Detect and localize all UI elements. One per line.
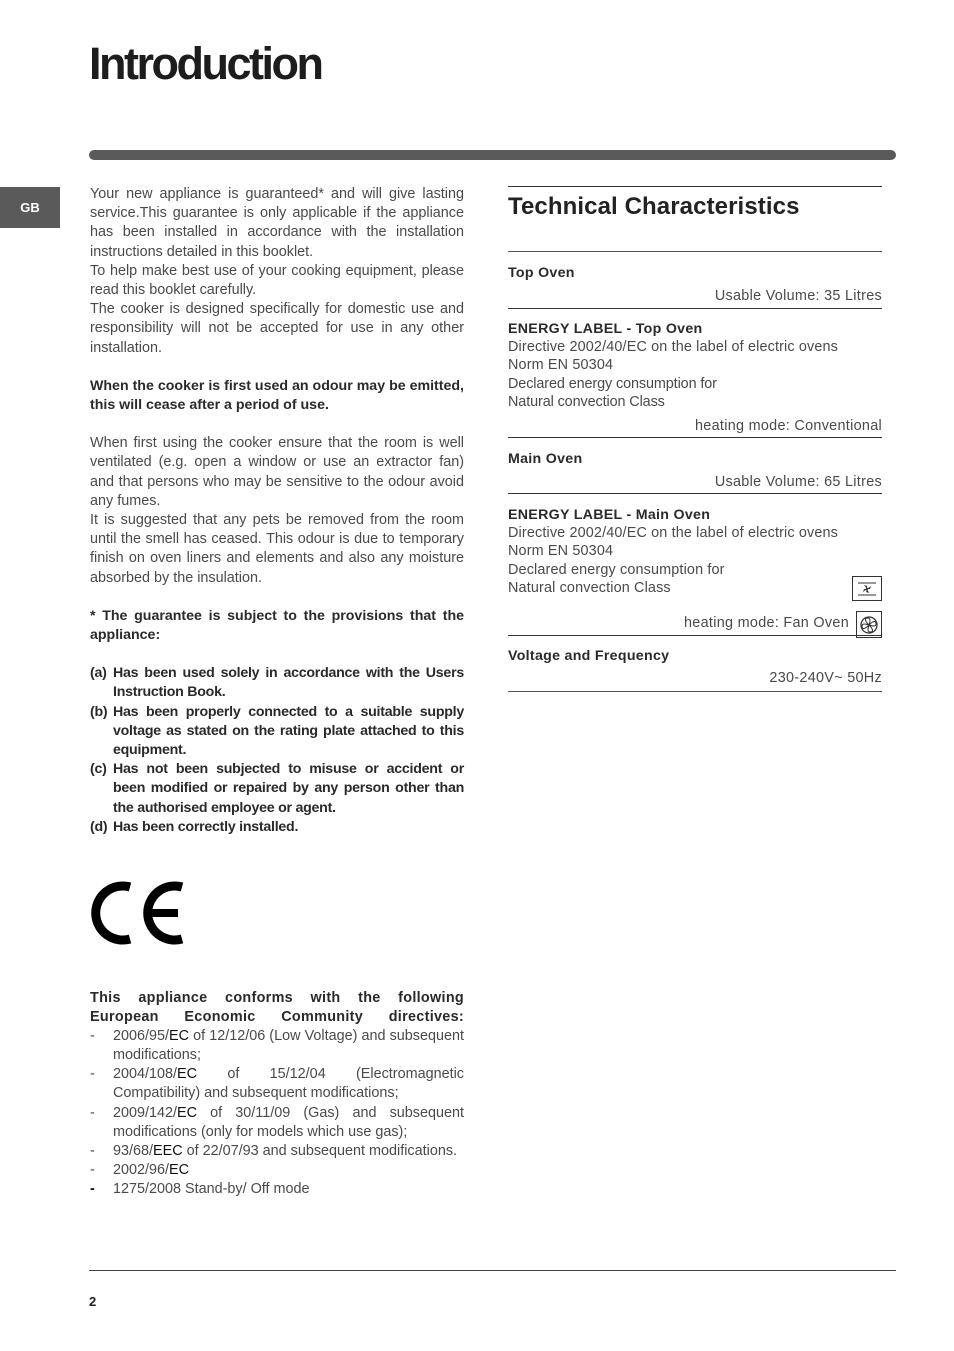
list-item: [90, 1027, 464, 1065]
directive-text: [113, 1027, 464, 1065]
directive-code: 2002/96/: [113, 1161, 170, 1178]
main-oven-energy-label: [508, 494, 882, 638]
fan-assisted-icon: [852, 576, 882, 601]
directive-suffix: EC: [177, 1066, 198, 1083]
directives-heading-line: This appliance conforms with the following: [90, 990, 464, 1006]
list-dash: -: [90, 1028, 95, 1045]
list-dash: -: [90, 1142, 95, 1159]
directive-description: of 22/07/93 and subsequent modifications.: [182, 1142, 458, 1159]
condition-text: Has not been subjected to misuse or accident or been modified or repaired by any person other than the authorised employee or agent.: [113, 761, 464, 816]
energy-line: Norm EN 50304: [508, 357, 614, 374]
section-title: Technical Characteristics: [508, 193, 800, 220]
directive-suffix: EC: [169, 1161, 190, 1178]
directives-list: [90, 1027, 464, 1199]
fan-oven-icon: [856, 611, 882, 638]
condition-text: Has been correctly installed.: [113, 818, 299, 835]
directive-suffix: EC: [177, 1104, 198, 1121]
condition-label: (c): [90, 761, 107, 778]
list-item: [90, 1065, 464, 1103]
section-heading: Top Oven: [508, 265, 575, 281]
usable-volume: Usable Volume: 35 Litres: [714, 288, 882, 304]
list-item: [90, 1180, 464, 1199]
intro-paragraph: To help make best use of your cooking equipment, please read this booklet carefully.: [90, 262, 464, 299]
main-oven-section: [508, 438, 882, 493]
list-item: [90, 1161, 464, 1180]
list-item: [90, 1104, 464, 1142]
directive-text: [113, 1104, 464, 1142]
heating-mode: heating mode: Fan Oven: [684, 615, 849, 631]
directive-description: of 15/12/04 (Electromagnetic Compatibility) and subsequent modifications;: [113, 1066, 464, 1102]
energy-line: Natural convection Class: [508, 580, 671, 597]
section-heading: ENERGY LABEL - Top Oven: [508, 321, 703, 337]
heating-mode: heating mode: Conventional: [694, 417, 882, 434]
directive-description: of 30/11/09 (Gas) and subsequent modifications (only for models which use gas);: [113, 1104, 464, 1140]
language-tab: GB: [0, 187, 60, 228]
technical-characteristics: [508, 186, 882, 692]
odour-warning: When the cooker is first used an odour may be emitted, this will cease after a period of use.: [90, 377, 464, 414]
energy-line: Natural convection Class: [508, 394, 665, 411]
list-dash: -: [90, 1180, 95, 1197]
condition-text: Has been used solely in accordance with the Users Instruction Book.: [113, 665, 464, 701]
condition-label: (d): [90, 818, 108, 835]
condition-label: (b): [90, 703, 108, 720]
directive-text: [113, 1180, 464, 1199]
footer-divider: [89, 1270, 896, 1271]
energy-line: Directive 2002/40/EC on the label of electric ovens: [508, 525, 839, 541]
intro-paragraph: Your new appliance is guaranteed* and will give lasting service.This guarantee is only applicable if the appliance has been installed in accordance with the installation instructions detailed in this booklet.: [90, 186, 464, 260]
directive-suffix: EC: [169, 1028, 190, 1045]
energy-line: Norm EN 50304: [508, 543, 614, 560]
usable-volume: Usable Volume: 65 Litres: [714, 474, 882, 490]
intro-paragraph: It is suggested that any pets be removed from the room until the smell has ceased. This odour is due to temporary finish on oven liners and elements and also any moisture absorbed by the insulation.: [90, 512, 464, 586]
guarantee-heading: * The guarantee is subject to the provisions that the appliance:: [90, 607, 464, 644]
directive-text: [113, 1142, 464, 1161]
list-item: [90, 760, 464, 818]
ce-mark-icon: [90, 878, 186, 948]
directives-heading-line: European Economic Community directives:: [90, 1009, 464, 1026]
directive-code: 2006/95/: [113, 1028, 170, 1045]
directive-text: [113, 1065, 464, 1103]
header-divider-bar: [89, 150, 896, 160]
section-heading: Main Oven: [508, 451, 583, 467]
energy-line: Directive 2002/40/EC on the label of electric ovens: [508, 339, 839, 355]
directive-suffix: EEC: [153, 1142, 183, 1159]
directive-code: 2004/108/: [113, 1066, 178, 1083]
directive-description: of 12/12/06 (Low Voltage) and subsequent modifications;: [113, 1028, 464, 1064]
section-heading: Voltage and Frequency: [508, 648, 670, 664]
condition-label: (a): [90, 665, 107, 682]
intro-paragraph: The cooker is designed specifically for domestic use and responsibility will not be accepted for use in any other installation.: [90, 301, 464, 356]
directive-description: 1275/2008 Stand-by/ Off mode: [113, 1180, 310, 1197]
list-item: [90, 1142, 464, 1161]
section-heading: ENERGY LABEL - Main Oven: [508, 507, 711, 523]
guarantee-conditions: [90, 664, 464, 837]
list-item: [90, 818, 464, 837]
ec-directives: [90, 989, 464, 1199]
intro-paragraph: When first using the cooker ensure that the room is well ventilated (e.g. open a window or use an extractor fan) and that persons who may be sensitive to the odour avoid any fumes.: [90, 435, 464, 509]
top-oven-energy-label: [508, 309, 882, 437]
energy-line: Declared energy consumption for: [508, 561, 725, 578]
condition-text: Has been properly connected to a suitable supply voltage as stated on the rating plate attached to this equipment.: [113, 703, 464, 759]
voltage-value: 230-240V~ 50Hz: [769, 670, 882, 686]
list-item: [90, 664, 464, 702]
energy-line: Declared energy consumption for: [508, 375, 717, 392]
directives-heading: [90, 989, 464, 1027]
list-dash: -: [90, 1161, 95, 1178]
introduction-column: [90, 185, 464, 837]
voltage-section: [508, 636, 882, 691]
list-dash: -: [90, 1066, 95, 1083]
page-title: Introduction: [89, 38, 322, 89]
directive-text: [113, 1161, 464, 1180]
list-dash: -: [90, 1104, 95, 1121]
top-oven-section: [508, 252, 882, 308]
directive-code: 2009/142/: [113, 1104, 178, 1121]
directive-code: 93/68/: [113, 1142, 154, 1159]
list-item: [90, 703, 464, 761]
page-number: 2: [89, 1294, 97, 1309]
